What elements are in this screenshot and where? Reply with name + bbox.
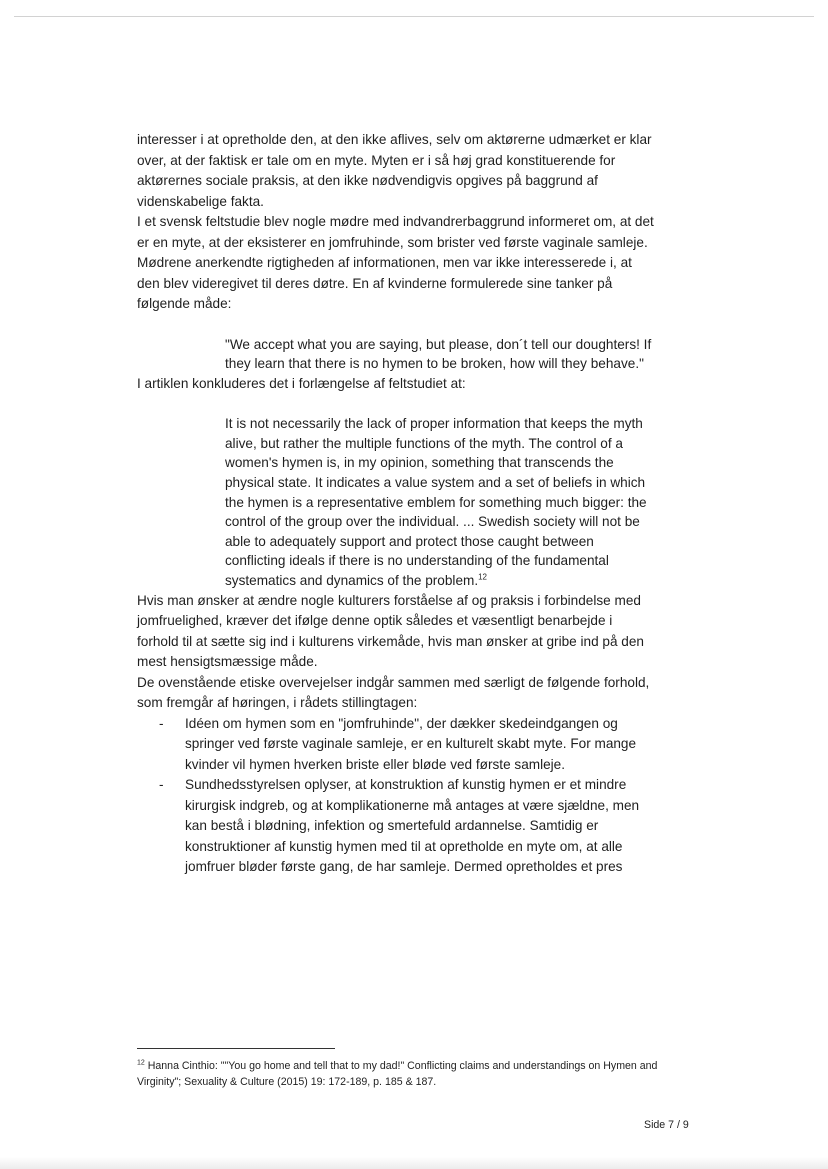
list-item-text: Sundhedsstyrelsen oplyser, at konstruktion af kunstig hymen er et mindre kirurgisk indgreb, og at komplikationerne må antages at være sjældne, men kan bestå i blødning, infektion og smertefuld ardannelse. Samtidig er konstruktioner af kunstig hymen med til at opretholde en myte om, at alle jomfruer bløder første gang, de har samleje. Dermed opretholdes et pres [185, 777, 640, 875]
paragraph-culture-change: Hvis man ønsker at ændre nogle kulturers forståelse af og praksis i forbindelse med jomfruelighed, kræver det ifølge denne optik således et væsentligt benarbejde i forhold til at sætte sig ind i kulturens virkemåde, hvis man ønsker at gribe ind på den mest hensigtsmæssige måde. [137, 592, 644, 670]
quote-mothers [137, 335, 657, 374]
page-bottom-edge [0, 1157, 828, 1169]
document-body [137, 130, 657, 878]
quote-article-text: It is not necessarily the lack of proper information that keeps the myth alive, but rather the multiple functions of the myth. The control of a women's hymen is, in my opinion, something that transcends the physical state. It indicates a value system and a set of beliefs in which the hymen is a representative emblem for something much bigger: the control of the group over the individual. ... Swedish society will not be able to adequately support and protect those caught between conflicting ideals if there is no understanding of the fundamental systematics and dynamics of the problem. [225, 416, 647, 588]
paragraph-conclusion-intro: I artiklen konkluderes det i forlængelse af feltstudiet at: [137, 375, 466, 391]
footnote-number: 12 [137, 1059, 145, 1067]
list-item-text: Idéen om hymen som en "jomfruhinde", der dækker skedeindgangen og springer ved første vaginale samleje, er en kulturelt skabt myte. For mange kvinder vil hymen hverken briste eller bløde ved første samleje. [185, 715, 637, 772]
footnote-reference[interactable]: 12 [478, 572, 488, 582]
paragraph-field-study: I et svensk feltstudie blev nogle mødre med indvandrerbaggrund informeret om, at det er en myte, at der eksisterer en jomfruhinde, som brister ved første vaginale samleje. Mødrene anerkendte rigtigheden af informationen, men var ikke interesserede i, at den blev videregivet til deres døtre. En af kvinderne formulerede sine tanker på følgende måde: [137, 214, 654, 311]
quote-article [137, 414, 657, 590]
paragraph-myth: interesser i at opretholde den, at den ikke aflives, selv om aktørerne udmærket er klar over, at der faktisk er tale om en myte. Myten er i så høj grad konstituerende for aktørernes sociale praksis, at den ikke nødvendigvis opgives på baggrund af videnskabelige fakta. [137, 132, 652, 209]
paragraph-ethical-considerations: De ovenstående etiske overvejelser indgår sammen med særligt de følgende forhold, som fremgår af høringen, i rådets stillingtagen: [137, 674, 650, 711]
list-dash: - [159, 777, 164, 793]
header-rule [14, 16, 814, 17]
footnote-separator [137, 1048, 335, 1049]
list-dash: - [159, 715, 164, 731]
considerations-list [137, 714, 657, 878]
list-item [137, 714, 657, 776]
footnote [137, 1058, 677, 1090]
quote-mothers-text: "We accept what you are saying, but please, don´t tell our doughters! If they learn that there is no hymen to be broken, how will they behave." [225, 336, 652, 372]
footnote-text: Hanna Cinthio: ""You go home and tell that to my dad!" Conflicting claims and understandings on Hymen and Virginity"; Sexuality & Culture (2015) 19: 172-189, p. 185 & 187. [137, 1060, 658, 1088]
page-number: Side 7 / 9 [644, 1119, 689, 1131]
list-item [137, 775, 657, 878]
